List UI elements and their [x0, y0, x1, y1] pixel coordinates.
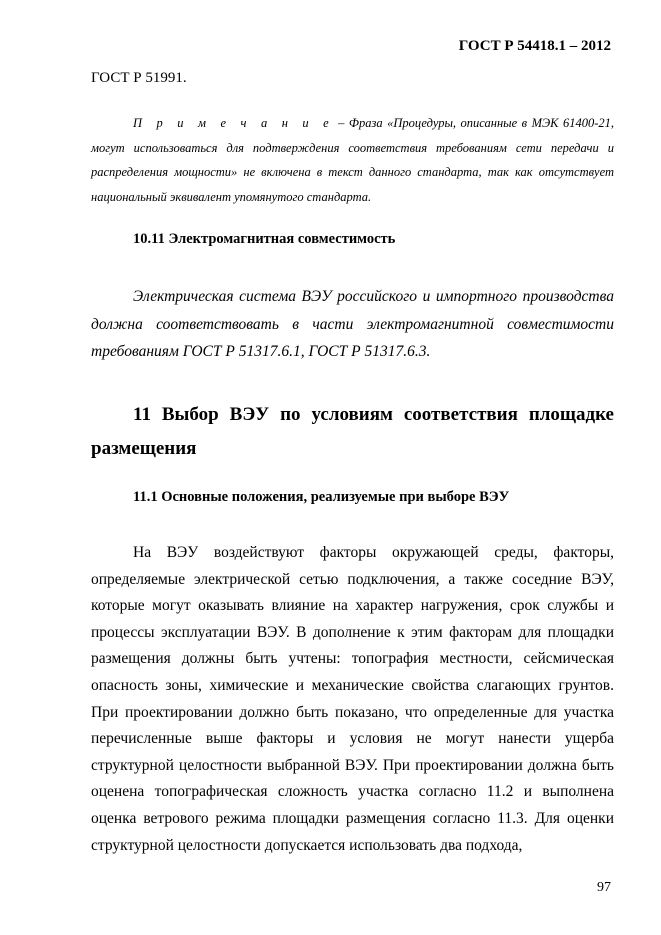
page-number: 97 — [597, 880, 611, 895]
note-label: П р и м е ч а н и е — [133, 116, 334, 130]
section-11-heading: 11 Выбор ВЭУ по условиям соответствия площадке размещения — [91, 404, 614, 459]
section-10-11-heading: 10.11 Электромагнитная совместимость — [133, 231, 396, 247]
section-11-1-heading: 11.1 Основные положения, реализуемые при выборе ВЭУ — [133, 489, 510, 505]
section-10-11-text: Электрическая система ВЭУ российского и импортного производства должна соответствовать в части электромагнитной совместимости требованиям ГОСТ Р 51317.6.1, ГОСТ Р 51317.6.3. — [91, 288, 614, 360]
note-text: – Фраза «Процедуры, описанные в МЭК 61400-21, могут использоваться для подтверждения соответствия требованиям сети передачи и распределения мощности» не включена в текст данного стандарта, так как отсутствует национальный эквивалент упомянутого стандарта. — [91, 116, 615, 204]
note-paragraph — [91, 111, 614, 209]
section-11-1-text: На ВЭУ воздействуют факторы окружающей среды, факторы, определяемые электрической сетью подключения, а также соседние ВЭУ, которые могут оказывать влияние на характер нагружения, срок службы и процессы эксплуатации ВЭУ. В дополнение к этим факторам для площадки размещения должны быть учтены: топография местности, сейсмическая опасность зоны, химические и механические свойства слагающих грунтов. При проектировании должно быть показано, что определенные для участка перечисленные выше факторы и условия не могут нанести ущерба структурной целостности выбранной ВЭУ. При проектировании должна быть оценена топографическая сложность участка согласно 11.2 и выполнена оценка ветрового режима площадки размещения согласно 11.3. Для оценки структурной целостности допускается использовать два подхода, — [91, 544, 614, 854]
standard-header: ГОСТ Р 54418.1 – 2012 — [458, 38, 611, 54]
reference-line: ГОСТ Р 51991. — [91, 70, 187, 86]
